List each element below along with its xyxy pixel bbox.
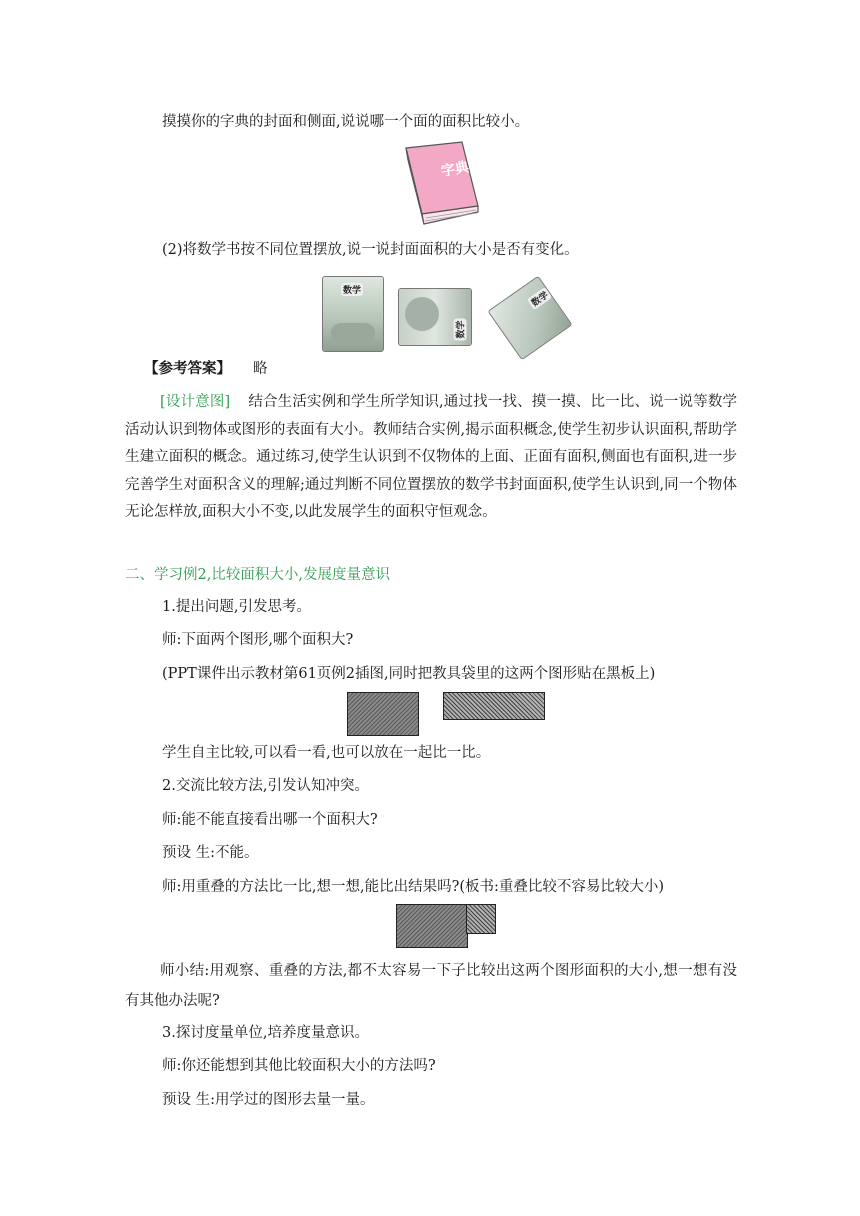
design-intention-paragraph [125, 389, 737, 527]
step-2: 2.交流比较方法,引发认知冲突。 [162, 778, 369, 794]
teacher-question-3: 师:用重叠的方法比一比,想一想,能比出结果吗?(板书:重叠比较不容易比较大小) [162, 879, 665, 895]
shape-rectangle-a [347, 692, 419, 736]
design-label: [设计意图] [160, 394, 231, 410]
step-1: 1.提出问题,引发思考。 [162, 599, 311, 615]
teacher-question-2: 师:能不能直接看出哪一个面积大? [162, 812, 378, 828]
math-book-title: 数学 [454, 319, 467, 341]
dictionary-illustration [398, 140, 480, 228]
dictionary-instruction: 摸摸你的字典的封面和侧面,说说哪一个面的面积比较小。 [162, 114, 530, 130]
teacher-summary: 师小结:用观察、重叠的方法,都不太容易一下子比较出这两个图形面积的大小,想一想有没有其他办法呢? [125, 963, 737, 1009]
answer-label: 【参考答案】 [144, 360, 231, 377]
preset-answer-1: 预设 生:不能。 [162, 845, 259, 861]
math-book-tilted-wrapper [485, 282, 573, 352]
math-book-instruction: (2)将数学书按不同位置摆放,说一说封面面积的大小是否有变化。 [162, 242, 579, 258]
design-text: 结合生活实例和学生所学知识,通过找一找、摸一摸、比一比、说一说等数学活动认识到物体或图形的表面有大小。教师结合实例,揭示面积概念,使学生初步认识面积,帮助学生建立面积的概念。通过练习,使学生认识到不仅物体的上面、正面有面积,侧面也有面积,进一步完善学生对面积含义的理解;通过判断不同位置摆放的数学书封面面积,使学生认识到,同一个物体无论怎样放,面积大小不变,以此发展学生的面积守恒观念。 [125, 394, 737, 520]
math-book-title: 数学 [527, 287, 552, 310]
preset-answer-2: 预设 生:用学过的图形去量一量。 [162, 1092, 375, 1108]
math-book-landscape [398, 288, 472, 346]
overlap-rectangle-b-visible [466, 904, 496, 934]
student-compare: 学生自主比较,可以看一看,也可以放在一起比一比。 [162, 745, 491, 761]
shape-rectangle-b [443, 692, 545, 720]
dictionary-title: 字典 [439, 159, 471, 180]
math-book-upright [322, 276, 384, 352]
math-book-title: 数学 [341, 283, 363, 296]
teacher-question-4: 师:你还能想到其他比较面积大小的方法吗? [162, 1058, 436, 1074]
teacher-question-1: 师:下面两个图形,哪个面积大? [162, 632, 354, 648]
ppt-note: (PPT课件出示教材第61页例2插图,同时把教具袋里的这两个图形贴在黑板上) [162, 666, 656, 682]
math-book-tilted [487, 276, 572, 361]
overlap-rectangle-a [396, 904, 468, 948]
section-heading: 二、学习例2,比较面积大小,发展度量意识 [125, 567, 390, 583]
answer-line [144, 359, 268, 379]
answer-value: 略 [253, 361, 268, 377]
step-3: 3.探讨度量单位,培养度量意识。 [162, 1025, 369, 1041]
